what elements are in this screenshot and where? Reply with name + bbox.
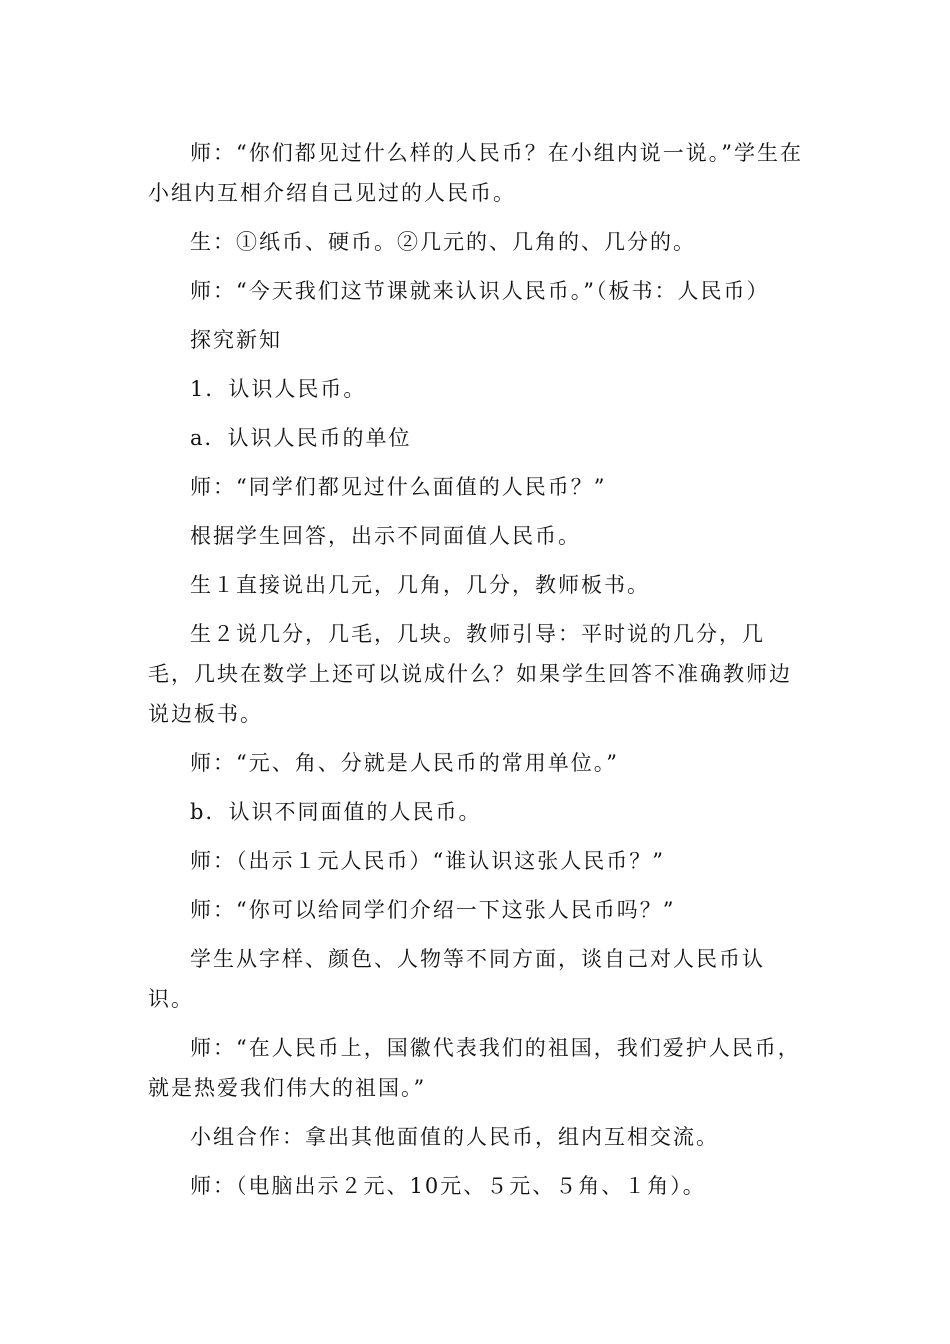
document-body [148, 133, 808, 1215]
paragraph: 师：“你们都见过什么样的人民币？在小组内说一说。”学生在小组内互相介绍自己见过的人民币。 [148, 141, 803, 205]
paragraph: 师：“同学们都见过什么面值的人民币？” [190, 475, 607, 499]
paragraph: 师：（电脑出示２元、10元、５元、５角、１角）。 [190, 1174, 706, 1198]
paragraph: 根据学生回答，出示不同面值人民币。 [190, 524, 581, 548]
paragraph: 生２说几分，几毛，几块。教师引导：平时说的几分，几毛，几块在数学上还可以说成什么？如果学生回答不准确教师边说边板书。 [148, 622, 792, 726]
paragraph: a．认识人民币的单位 [190, 426, 412, 450]
paragraph: 师：“今天我们这节课就来认识人民币。”（板书：人民币） [190, 279, 770, 303]
paragraph: 小组合作：拿出其他面值的人民币，组内互相交流。 [190, 1125, 719, 1149]
paragraph: b．认识不同面值的人民币。 [190, 800, 482, 824]
paragraph: 师：“元、角、分就是人民币的常用单位。” [190, 751, 619, 775]
paragraph: 师：（出示１元人民币）“谁认识这张人民币？” [190, 849, 665, 873]
section-heading: 探究新知 [190, 328, 282, 352]
paragraph: 生１直接说出几元，几角，几分，教师板书。 [190, 573, 650, 597]
paragraph: 师：“在人民币上，国徽代表我们的祖国，我们爱护人民币，就是热爱我们伟大的祖国。” [148, 1036, 801, 1100]
paragraph: 学生从字样、颜色、人物等不同方面，谈自己对人民币认识。 [148, 947, 765, 1011]
paragraph: 1．认识人民币。 [190, 377, 367, 401]
paragraph: 生：①纸币、硬币。②几元的、几角的、几分的。 [190, 230, 696, 254]
paragraph: 师：“你可以给同学们介绍一下这张人民币吗？” [190, 898, 676, 922]
